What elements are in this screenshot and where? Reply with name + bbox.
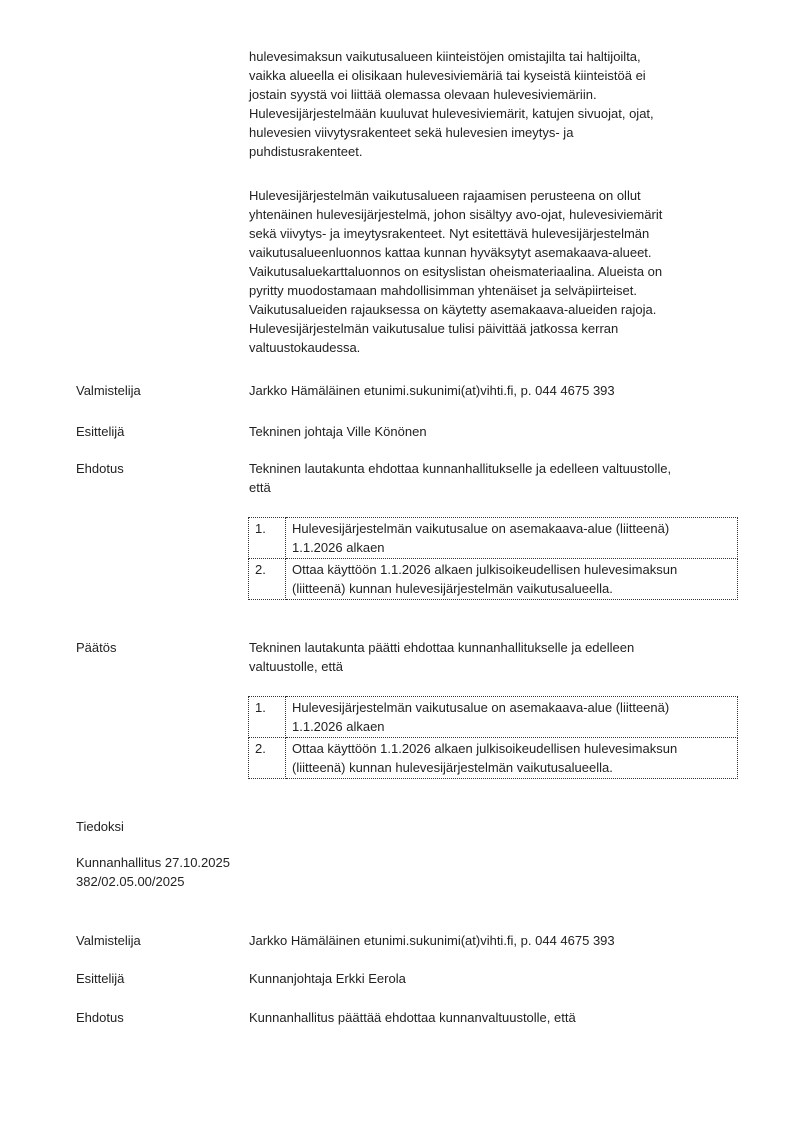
- section-ref: 382/02.05.00/2025: [76, 874, 185, 889]
- table-row: [249, 697, 738, 738]
- ehdotus-table: [248, 517, 738, 600]
- valmistelija-value: Jarkko Hämäläinen etunimi.sukunimi(at)vihti.fi, p. 044 4675 393: [249, 933, 615, 948]
- ehdotus-label: Ehdotus: [76, 461, 124, 476]
- table-row: [249, 738, 738, 779]
- valmistelija-value: Jarkko Hämäläinen etunimi.sukunimi(at)vihti.fi, p. 044 4675 393: [249, 383, 615, 398]
- item-number: 2.: [249, 559, 286, 600]
- text-line: Vaikutusalueiden rajauksessa on käytetty asemakaava-alueiden rajoja.: [249, 302, 657, 317]
- table-row: [249, 559, 738, 600]
- intro-paragraph-1: [249, 47, 654, 161]
- text-line: pyritty muodostamaan mahdollisimman yhtenäiset ja selväpiirteiset.: [249, 283, 638, 298]
- intro-paragraph-2: [249, 186, 662, 357]
- ehdotus-text: Kunnanhallitus päättää ehdottaa kunnanvaltuustolle, että: [249, 1010, 576, 1025]
- text-line: vaikutusalueenluonnos kattaa kunnan hyväksytyt asemakaava-alueet.: [249, 245, 652, 260]
- text-line: puhdistusrakenteet.: [249, 144, 363, 159]
- ehdotus-label: Ehdotus: [76, 1010, 124, 1025]
- text-line: Vaikutusaluekarttaluonnos on esityslistan oheismateriaalina. Alueista on: [249, 264, 663, 279]
- text-line: yhtenäinen hulevesijärjestelmä, johon sisältyy avo-ojat, hulevesiviemärit: [249, 207, 663, 222]
- esittelija-value: Tekninen johtaja Ville Könönen: [249, 424, 427, 439]
- valmistelija-label: Valmistelija: [76, 933, 141, 948]
- paatos-table: [248, 696, 738, 779]
- ehdotus-text: Tekninen lautakunta ehdottaa kunnanhallitukselle ja edelleen valtuustolle,: [249, 461, 672, 476]
- item-text: Ottaa käyttöön 1.1.2026 alkaen julkisoikeudellisen hulevesimaksun (liitteenä) kunnan hulevesijärjestelmän vaikutusalueella.: [286, 738, 738, 779]
- item-text: Hulevesijärjestelmän vaikutusalue on asemakaava-alue (liitteenä) 1.1.2026 alkaen: [286, 697, 738, 738]
- text-line: Hulevesijärjestelmän vaikutusalueen rajaamisen perusteena on ollut: [249, 188, 641, 203]
- section-header: Kunnanhallitus 27.10.2025: [76, 855, 230, 870]
- text-line: Hulevesijärjestelmään kuuluvat hulevesiviemärit, katujen sivuojat, ojat,: [249, 106, 654, 121]
- ehdotus-text: että: [249, 480, 271, 495]
- esittelija-label: Esittelijä: [76, 424, 125, 439]
- paatos-label: Päätös: [76, 640, 117, 655]
- item-number: 2.: [249, 738, 286, 779]
- valmistelija-label: Valmistelija: [76, 383, 141, 398]
- esittelija-value: Kunnanjohtaja Erkki Eerola: [249, 971, 406, 986]
- text-line: sekä viivytys- ja imeytysrakenteet. Nyt esitettävä hulevesijärjestelmän: [249, 226, 650, 241]
- item-text: Ottaa käyttöön 1.1.2026 alkaen julkisoikeudellisen hulevesimaksun (liitteenä) kunnan hulevesijärjestelmän vaikutusalueella.: [286, 559, 738, 600]
- esittelija-label: Esittelijä: [76, 971, 125, 986]
- tiedoksi-label: Tiedoksi: [76, 819, 124, 834]
- item-number: 1.: [249, 697, 286, 738]
- paatos-text: Tekninen lautakunta päätti ehdottaa kunnanhallitukselle ja edelleen: [249, 640, 635, 655]
- text-line: Hulevesijärjestelmän vaikutusalue tulisi päivittää jatkossa kerran: [249, 321, 619, 336]
- paatos-text: valtuustolle, että: [249, 659, 343, 674]
- item-text: Hulevesijärjestelmän vaikutusalue on asemakaava-alue (liitteenä) 1.1.2026 alkaen: [286, 518, 738, 559]
- text-line: hulevesimaksun vaikutusalueen kiinteistöjen omistajilta tai haltijoilta,: [249, 49, 641, 64]
- item-number: 1.: [249, 518, 286, 559]
- text-line: hulevesien viivytysrakenteet sekä hulevesien imeytys- ja: [249, 125, 574, 140]
- table-row: [249, 518, 738, 559]
- text-line: jostain syystä voi liittää olemassa olevaan hulevesiviemäriin.: [249, 87, 597, 102]
- text-line: valtuustokaudessa.: [249, 340, 361, 355]
- text-line: vaikka alueella ei olisikaan hulevesiviemäriä tai kyseistä kiinteistöä ei: [249, 68, 646, 83]
